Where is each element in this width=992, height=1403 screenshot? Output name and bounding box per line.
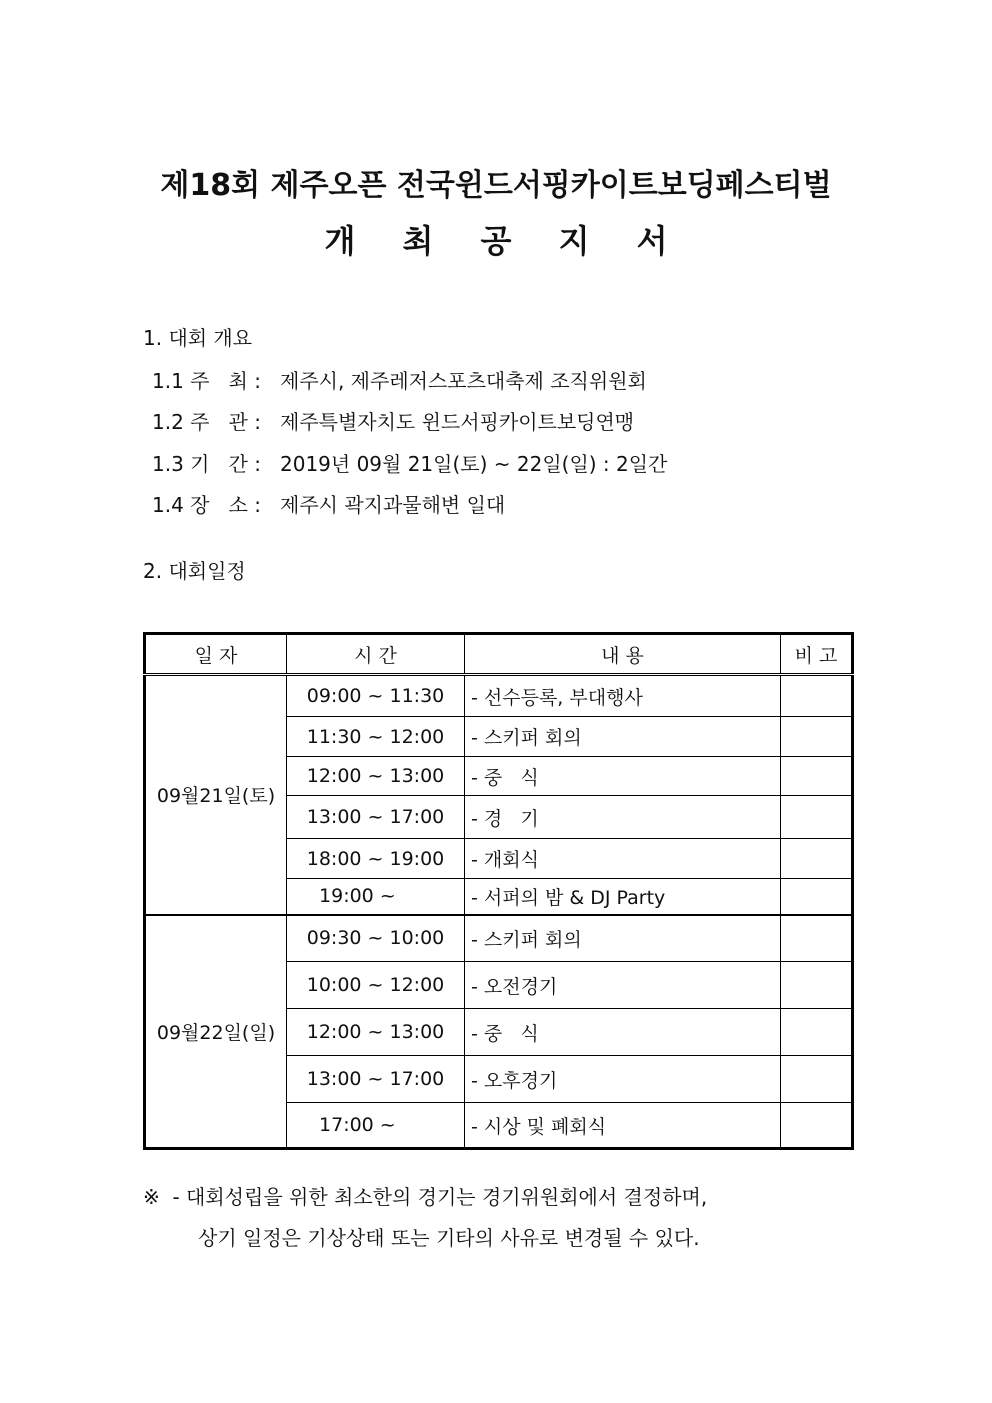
- time-cell: 17:00 ~: [287, 1103, 465, 1149]
- remarks-cell: [781, 915, 853, 962]
- info-row-host: [152, 365, 647, 394]
- section-heading-overview: 1. 대회 개요: [143, 326, 253, 350]
- content-cell: - 오전경기: [465, 962, 781, 1009]
- remarks-cell: [781, 717, 853, 757]
- content-cell: - 오후경기: [465, 1056, 781, 1103]
- header-time: 시 간: [287, 634, 465, 675]
- header-date: 일 자: [145, 634, 287, 675]
- info-value: 제주시, 제주레저스포츠대축제 조직위원회: [280, 369, 647, 393]
- info-key: 1.4 장 소 :: [152, 493, 261, 517]
- content-cell: - 스키퍼 회의: [465, 717, 781, 757]
- time-cell: 18:00 ~ 19:00: [287, 839, 465, 879]
- content-cell: - 중 식: [465, 757, 781, 796]
- remarks-cell: [781, 1056, 853, 1103]
- info-value: 제주시 곽지과물해변 일대: [280, 493, 506, 517]
- table-row: [145, 915, 853, 962]
- time-cell: 13:00 ~ 17:00: [287, 1056, 465, 1103]
- header-content: 내 용: [465, 634, 781, 675]
- content-cell: - 시상 및 폐회식: [465, 1103, 781, 1149]
- remarks-cell: [781, 796, 853, 839]
- time-cell: 09:30 ~ 10:00: [287, 915, 465, 962]
- time-cell: 19:00 ~: [287, 879, 465, 915]
- content-cell: - 서퍼의 밤 & DJ Party: [465, 879, 781, 915]
- date-cell-day2: 09월22일(일): [145, 915, 287, 1149]
- time-cell: 11:30 ~ 12:00: [287, 717, 465, 757]
- time-cell: 12:00 ~ 13:00: [287, 757, 465, 796]
- info-key: 1.1 주 최 :: [152, 369, 261, 393]
- info-value: 2019년 09월 21일(토) ~ 22일(일) : 2일간: [280, 452, 668, 476]
- info-row-period: [152, 448, 667, 477]
- document-subtitle: 개 최 공 지 서: [324, 222, 686, 260]
- remarks-cell: [781, 839, 853, 879]
- content-cell: - 개회식: [465, 839, 781, 879]
- info-row-organizer: [152, 406, 634, 435]
- note-line-1: ※ - 대회성립을 위한 최소한의 경기는 경기위원회에서 결정하며,: [143, 1185, 708, 1209]
- info-row-venue: [152, 489, 505, 518]
- time-cell: 13:00 ~ 17:00: [287, 796, 465, 839]
- info-value: 제주특별자치도 윈드서핑카이트보딩연맹: [280, 410, 635, 434]
- time-cell: 12:00 ~ 13:00: [287, 1009, 465, 1056]
- table-header-row: [145, 634, 853, 675]
- remarks-cell: [781, 1103, 853, 1149]
- content-cell: - 경 기: [465, 796, 781, 839]
- time-cell: 10:00 ~ 12:00: [287, 962, 465, 1009]
- section-heading-schedule: 2. 대회일정: [143, 559, 246, 583]
- schedule-table: [143, 632, 854, 1150]
- table-row: [145, 675, 853, 717]
- remarks-cell: [781, 757, 853, 796]
- remarks-cell: [781, 1009, 853, 1056]
- info-key: 1.2 주 관 :: [152, 410, 261, 434]
- note-line-2: 상기 일정은 기상상태 또는 기타의 사유로 변경될 수 있다.: [198, 1226, 700, 1250]
- date-cell-day1: 09월21일(토): [145, 675, 287, 915]
- info-key: 1.3 기 간 :: [152, 452, 261, 476]
- document-title: 제18회 제주오픈 전국윈드서핑카이트보딩페스티벌: [160, 168, 832, 203]
- content-cell: - 중 식: [465, 1009, 781, 1056]
- remarks-cell: [781, 962, 853, 1009]
- header-remarks: 비 고: [781, 634, 853, 675]
- remarks-cell: [781, 879, 853, 915]
- time-cell: 09:00 ~ 11:30: [287, 675, 465, 717]
- remarks-cell: [781, 675, 853, 717]
- content-cell: - 선수등록, 부대행사: [465, 675, 781, 717]
- content-cell: - 스키퍼 회의: [465, 915, 781, 962]
